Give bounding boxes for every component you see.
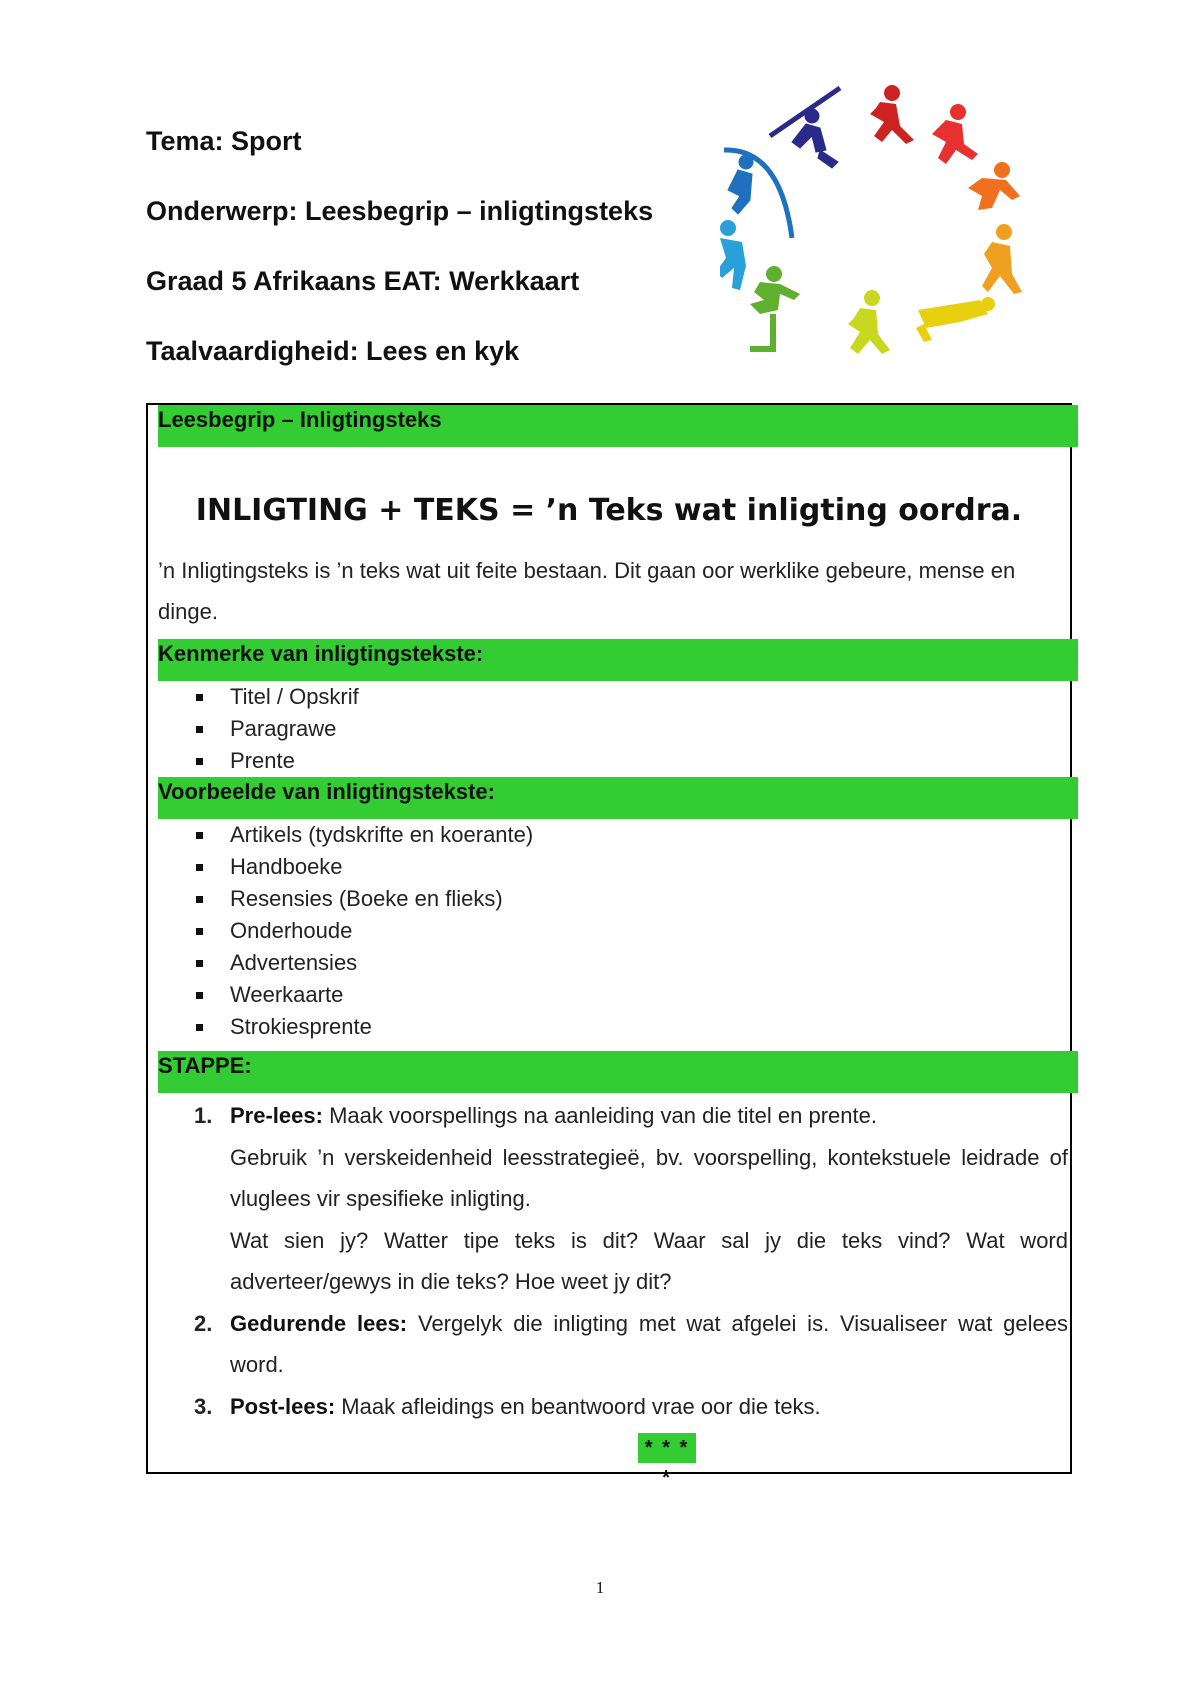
- list-item: Advertensies: [148, 947, 533, 979]
- step-item: [148, 1095, 1068, 1303]
- page-number: 1: [595, 1578, 605, 1597]
- list-item: Paragrawe: [148, 713, 359, 745]
- step-number: 1.: [194, 1103, 213, 1128]
- graad-heading: Graad 5 Afrikaans EAT: Werkkaart: [146, 266, 580, 296]
- section-heading: Leesbegrip – Inligtingsteks: [158, 407, 442, 432]
- step-number: 3.: [194, 1393, 213, 1419]
- list-item: Prente: [148, 745, 359, 777]
- list-item: Weerkaarte: [148, 979, 533, 1011]
- voorbeelde-heading-bar: [158, 777, 1078, 819]
- high-jump-athlete-icon: [916, 297, 995, 342]
- onderwerp-heading: Onderwerp: Leesbegrip – inligtingsteks: [146, 196, 654, 226]
- step-item: [148, 1303, 1068, 1386]
- step-item: [148, 1386, 1068, 1428]
- big-title: INLIGTING + TEKS = ’n Teks wat inligting oordra.: [195, 493, 1023, 528]
- intro-paragraph: ’n Inligtingsteks is ’n teks wat uit feite bestaan. Dit gaan oor werklike gebeure, mense en dinge.: [158, 558, 1016, 624]
- discus-athlete-icon: [720, 220, 746, 290]
- kenmerke-list: [148, 681, 359, 777]
- list-item: Strokiesprente: [148, 1011, 533, 1043]
- voorbeelde-list: [148, 819, 533, 1043]
- runner-bright-red-icon: [932, 104, 978, 164]
- tema-heading: Tema: Sport: [146, 126, 302, 156]
- list-item: Resensies (Boeke en flieks): [148, 883, 533, 915]
- step-number: 2.: [194, 1310, 213, 1336]
- long-jump-athlete-icon: [968, 162, 1020, 210]
- list-item: Onderhoude: [148, 915, 533, 947]
- stappe-heading-bar: [158, 1051, 1078, 1093]
- section-heading-bar: [158, 405, 1078, 447]
- shot-put-athlete-icon: [982, 224, 1022, 294]
- hurdler-icon: [750, 266, 800, 352]
- kenmerke-heading-bar: [158, 639, 1078, 681]
- athletes-circle-logo: [720, 78, 1050, 398]
- stappe-heading: STAPPE:: [158, 1053, 252, 1078]
- step-text: Maak afleidings en beantwoord vrae oor die teks.: [335, 1393, 821, 1419]
- javelin-athlete-icon: [770, 88, 840, 168]
- step-extra: Gebruik ’n verskeidenheid leesstrategieë, bv. voorspelling, kontekstuele leidrade of vluglees vir spesifieke inligting.: [230, 1144, 1068, 1211]
- step-extra: Wat sien jy? Watter tipe teks is dit? Waar sal jy die teks vind? Wat word adverteer/gewys in die teks? Hoe weet jy dit?: [230, 1227, 1068, 1294]
- step-text: Maak voorspellings na aanleiding van die titel en prente.: [322, 1103, 877, 1128]
- runner-yellow-green-icon: [848, 290, 890, 354]
- step-text: Vergelyk die inligting met wat afgelei is. Visualiseer wat gelees word.: [230, 1310, 1069, 1377]
- step-label: Gedurende lees:: [230, 1310, 408, 1336]
- steps-list: [148, 1095, 1068, 1427]
- list-item: Artikels (tydskrifte en koerante): [148, 819, 533, 851]
- runner-red-icon: [870, 85, 914, 144]
- step-label: Post-lees:: [230, 1393, 336, 1419]
- end-stars: * * * *: [638, 1433, 696, 1463]
- list-item: Handboeke: [148, 851, 533, 883]
- kenmerke-heading: Kenmerke van inligtingstekste:: [158, 641, 484, 666]
- voorbeelde-heading: Voorbeelde van inligtingstekste:: [158, 779, 495, 804]
- list-item: Titel / Opskrif: [148, 681, 359, 713]
- step-label: Pre-lees:: [230, 1103, 323, 1128]
- taalvaardigheid-heading: Taalvaardigheid: Lees en kyk: [146, 336, 520, 366]
- content-box: [146, 403, 1072, 1489]
